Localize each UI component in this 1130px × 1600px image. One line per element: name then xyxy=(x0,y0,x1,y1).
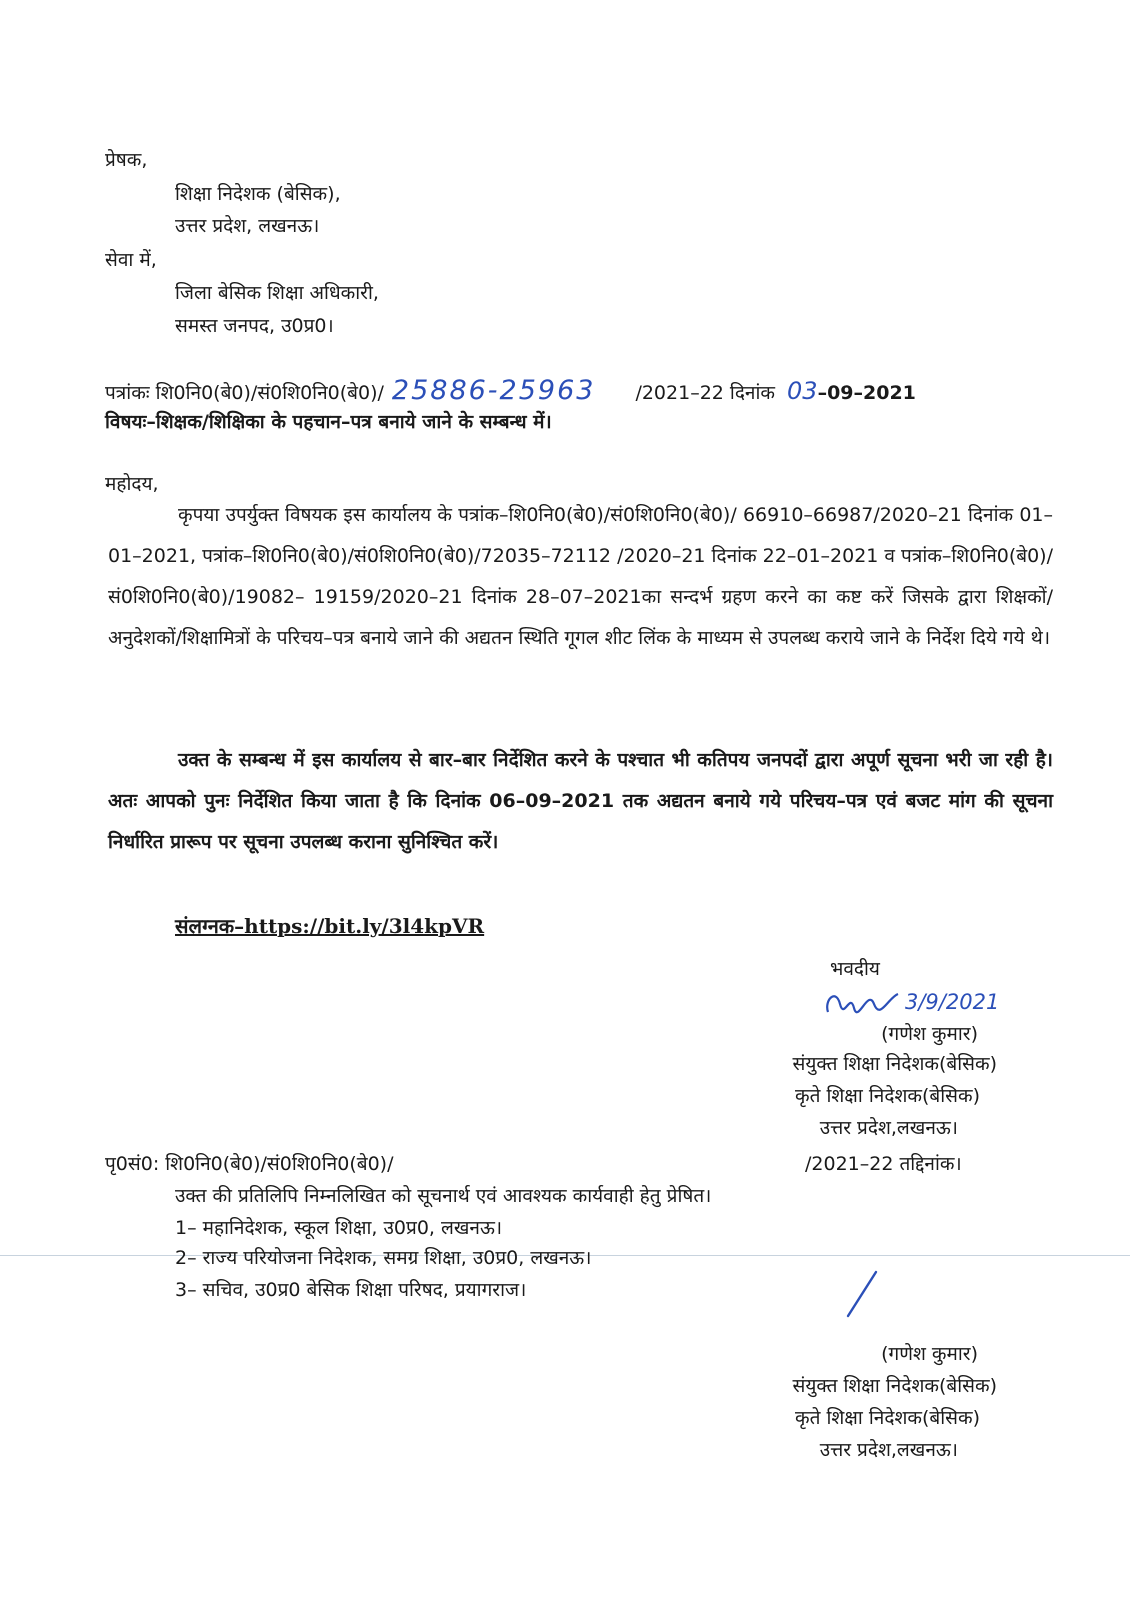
copy-ref-prefix: पृ0सं0: शि0नि0(बे0)/सं0शि0नि0(बे0)/ xyxy=(105,1153,394,1175)
signature2-place: उत्तर प्रदेश,लखनऊ। xyxy=(819,1439,958,1461)
recipient-line2: समस्त जनपद, उ0प्र0। xyxy=(175,315,334,337)
paragraph-2-text: उक्त के सम्बन्ध में इस कार्यालय से बार–बार निर्देशित करने के पश्चात भी कतिपय जनपदों द्वारा अपूर्ण सूचना भरी जा रही है। अतः आपको पुनः निर्देशित किया जाता है कि दिनांक 06–09–2021 तक अद्यतन बनाये गये परिचय–पत्र एवं बजट मांग की सूचना निर्धारित प्रारूप पर सूचना उपलब्ध कराना सुनिश्चित करें। xyxy=(108,749,1053,853)
signature-date: 3/9/2021 xyxy=(905,990,1000,1014)
paragraph-1-text: कृपया उपर्युक्त विषयक इस कार्यालय के पत्रांक–शि0नि0(बे0)/सं0शि0नि0(बे0)/ 66910–66987/2020–21 दिनांक 01–01–2021, पत्रांक–शि0नि0(बे0)/सं0शि0नि0(बे0)/72035–72112 /2020–21 दिनांक 22–01–2021 व पत्रांक–शि0नि0(बे0)/सं0शि0नि0(बे0)/19082– 19159/2020–21 दिनांक 28–07–2021का सन्दर्भ ग्रहण करने का कष्ट करें जिसके द्वारा शिक्षकों/अनुदेशकों/शिक्षामित्रों के परिचय–पत्र बनाये जाने की अद्यतन स्थिति गूगल शीट लिंक के माध्यम से उपलब्ध कराये जाने के निर्देश दिये गये थे। xyxy=(108,504,1053,649)
copy-intro: उक्त की प्रतिलिपि निम्नलिखित को सूचनार्थ एवं आवश्यक कार्यवाही हेतु प्रेषित। xyxy=(175,1185,712,1207)
signature-icon xyxy=(822,982,902,1022)
closing: भवदीय xyxy=(830,958,880,980)
reference-prefix: पत्रांकः शि0नि0(बे0)/सं0शि0नि0(बे0)/ xyxy=(105,382,384,404)
paragraph-2 xyxy=(108,740,1053,863)
signature1-name: (गणेश कुमार) xyxy=(881,1023,978,1045)
recipient-label: सेवा में, xyxy=(105,249,157,271)
signature-stroke xyxy=(842,1270,882,1325)
reference-date-rest: –09–2021 xyxy=(817,382,916,404)
sender-label: प्रेषक, xyxy=(105,149,148,171)
attachment-link[interactable]: संलग्नक–https://bit.ly/3l4kpVR xyxy=(175,914,485,938)
signature1-designation: संयुक्त शिक्षा निदेशक(बेसिक) xyxy=(792,1053,997,1075)
signature2-name: (गणेश कुमार) xyxy=(881,1343,978,1365)
reference-year: /2021–22 दिनांक xyxy=(635,382,775,404)
signature1-on-behalf: कृते शिक्षा निदेशक(बेसिक) xyxy=(795,1085,980,1107)
signature2-on-behalf: कृते शिक्षा निदेशक(बेसिक) xyxy=(795,1407,980,1429)
subject: विषयः–शिक्षक/शिक्षिका के पहचान–पत्र बनाये जाने के सम्बन्ध में। xyxy=(105,411,552,433)
sender-line1: शिक्षा निदेशक (बेसिक), xyxy=(175,183,341,205)
paragraph-1 xyxy=(108,495,1053,659)
reference-line xyxy=(105,375,916,406)
copy-item-3: 3– सचिव, उ0प्र0 बेसिक शिक्षा परिषद, प्रयागराज। xyxy=(175,1279,527,1301)
handwritten-day: 03 xyxy=(787,377,818,405)
copy-item-1: 1– महानिदेशक, स्कूल शिक्षा, उ0प्र0, लखनऊ। xyxy=(175,1217,503,1239)
signature-stroke-icon xyxy=(842,1270,882,1320)
handwritten-letter-number: 25886-25963 xyxy=(391,375,596,406)
signature2-designation: संयुक्त शिक्षा निदेशक(बेसिक) xyxy=(792,1375,997,1397)
copy-item-2: 2– राज्य परियोजना निदेशक, समग्र शिक्षा, उ0प्र0, लखनऊ। xyxy=(175,1247,592,1269)
signature1-place: उत्तर प्रदेश,लखनऊ। xyxy=(819,1117,958,1139)
salutation: महोदय, xyxy=(105,473,159,495)
sender-line2: उत्तर प्रदेश, लखनऊ। xyxy=(175,215,320,237)
copy-ref-suffix: /2021–22 तद्दिनांक। xyxy=(805,1153,962,1175)
recipient-line1: जिला बेसिक शिक्षा अधिकारी, xyxy=(175,282,379,304)
